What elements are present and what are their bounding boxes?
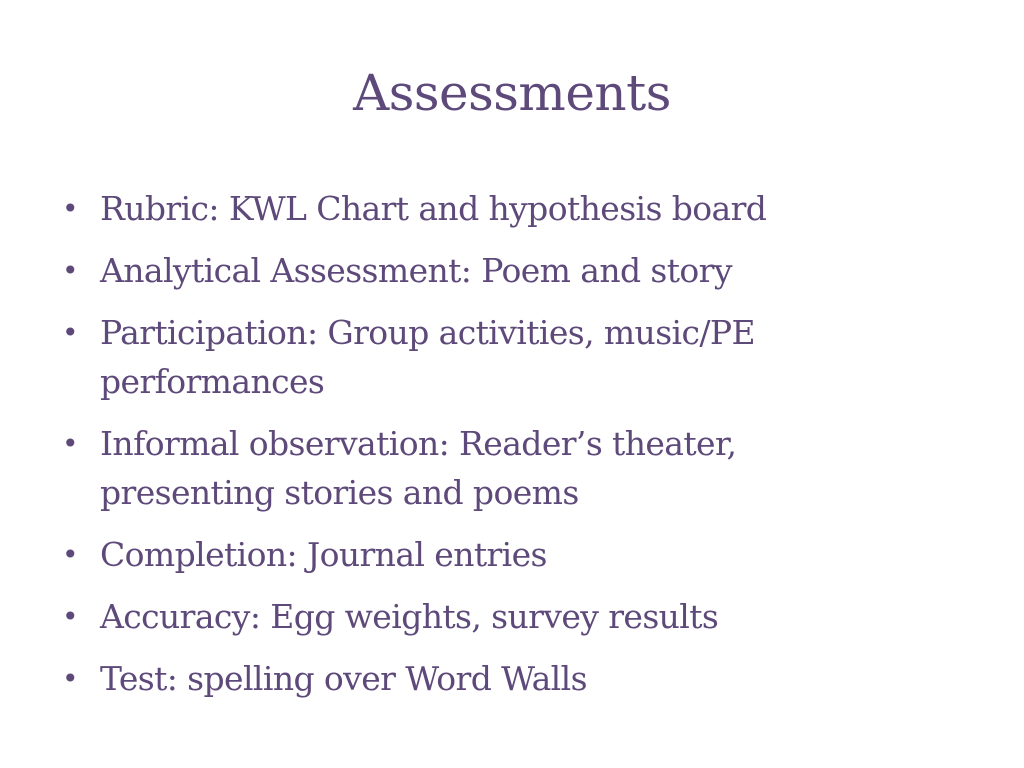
bullet-item [60, 592, 980, 641]
bullet-dot-icon: • [62, 316, 78, 349]
bullet-text: Analytical Assessment: Poem and story [100, 251, 732, 290]
bullet-list [60, 184, 980, 716]
bullet-item [60, 419, 860, 517]
bullet-text: Accuracy: Egg weights, survey results [100, 597, 719, 636]
bullet-text: Participation: Group activities, music/PE performances [100, 313, 755, 401]
bullet-text: Test: spelling over Word Walls [100, 659, 587, 698]
bullet-dot-icon: • [62, 254, 78, 287]
bullet-dot-icon: • [62, 662, 78, 695]
bullet-dot-icon: • [62, 538, 78, 571]
bullet-dot-icon: • [62, 600, 78, 633]
bullet-item [60, 530, 980, 579]
bullet-dot-icon: • [62, 427, 78, 460]
bullet-text: Rubric: KWL Chart and hypothesis board [100, 189, 767, 228]
slide-title: Assessments [353, 64, 671, 122]
bullet-item [60, 184, 980, 233]
bullet-text: Completion: Journal entries [100, 535, 547, 574]
bullet-item [60, 654, 980, 703]
bullet-item [60, 308, 860, 406]
bullet-item [60, 246, 980, 295]
bullet-dot-icon: • [62, 192, 78, 225]
bullet-text: Informal observation: Reader’s theater, presenting stories and poems [100, 424, 737, 512]
